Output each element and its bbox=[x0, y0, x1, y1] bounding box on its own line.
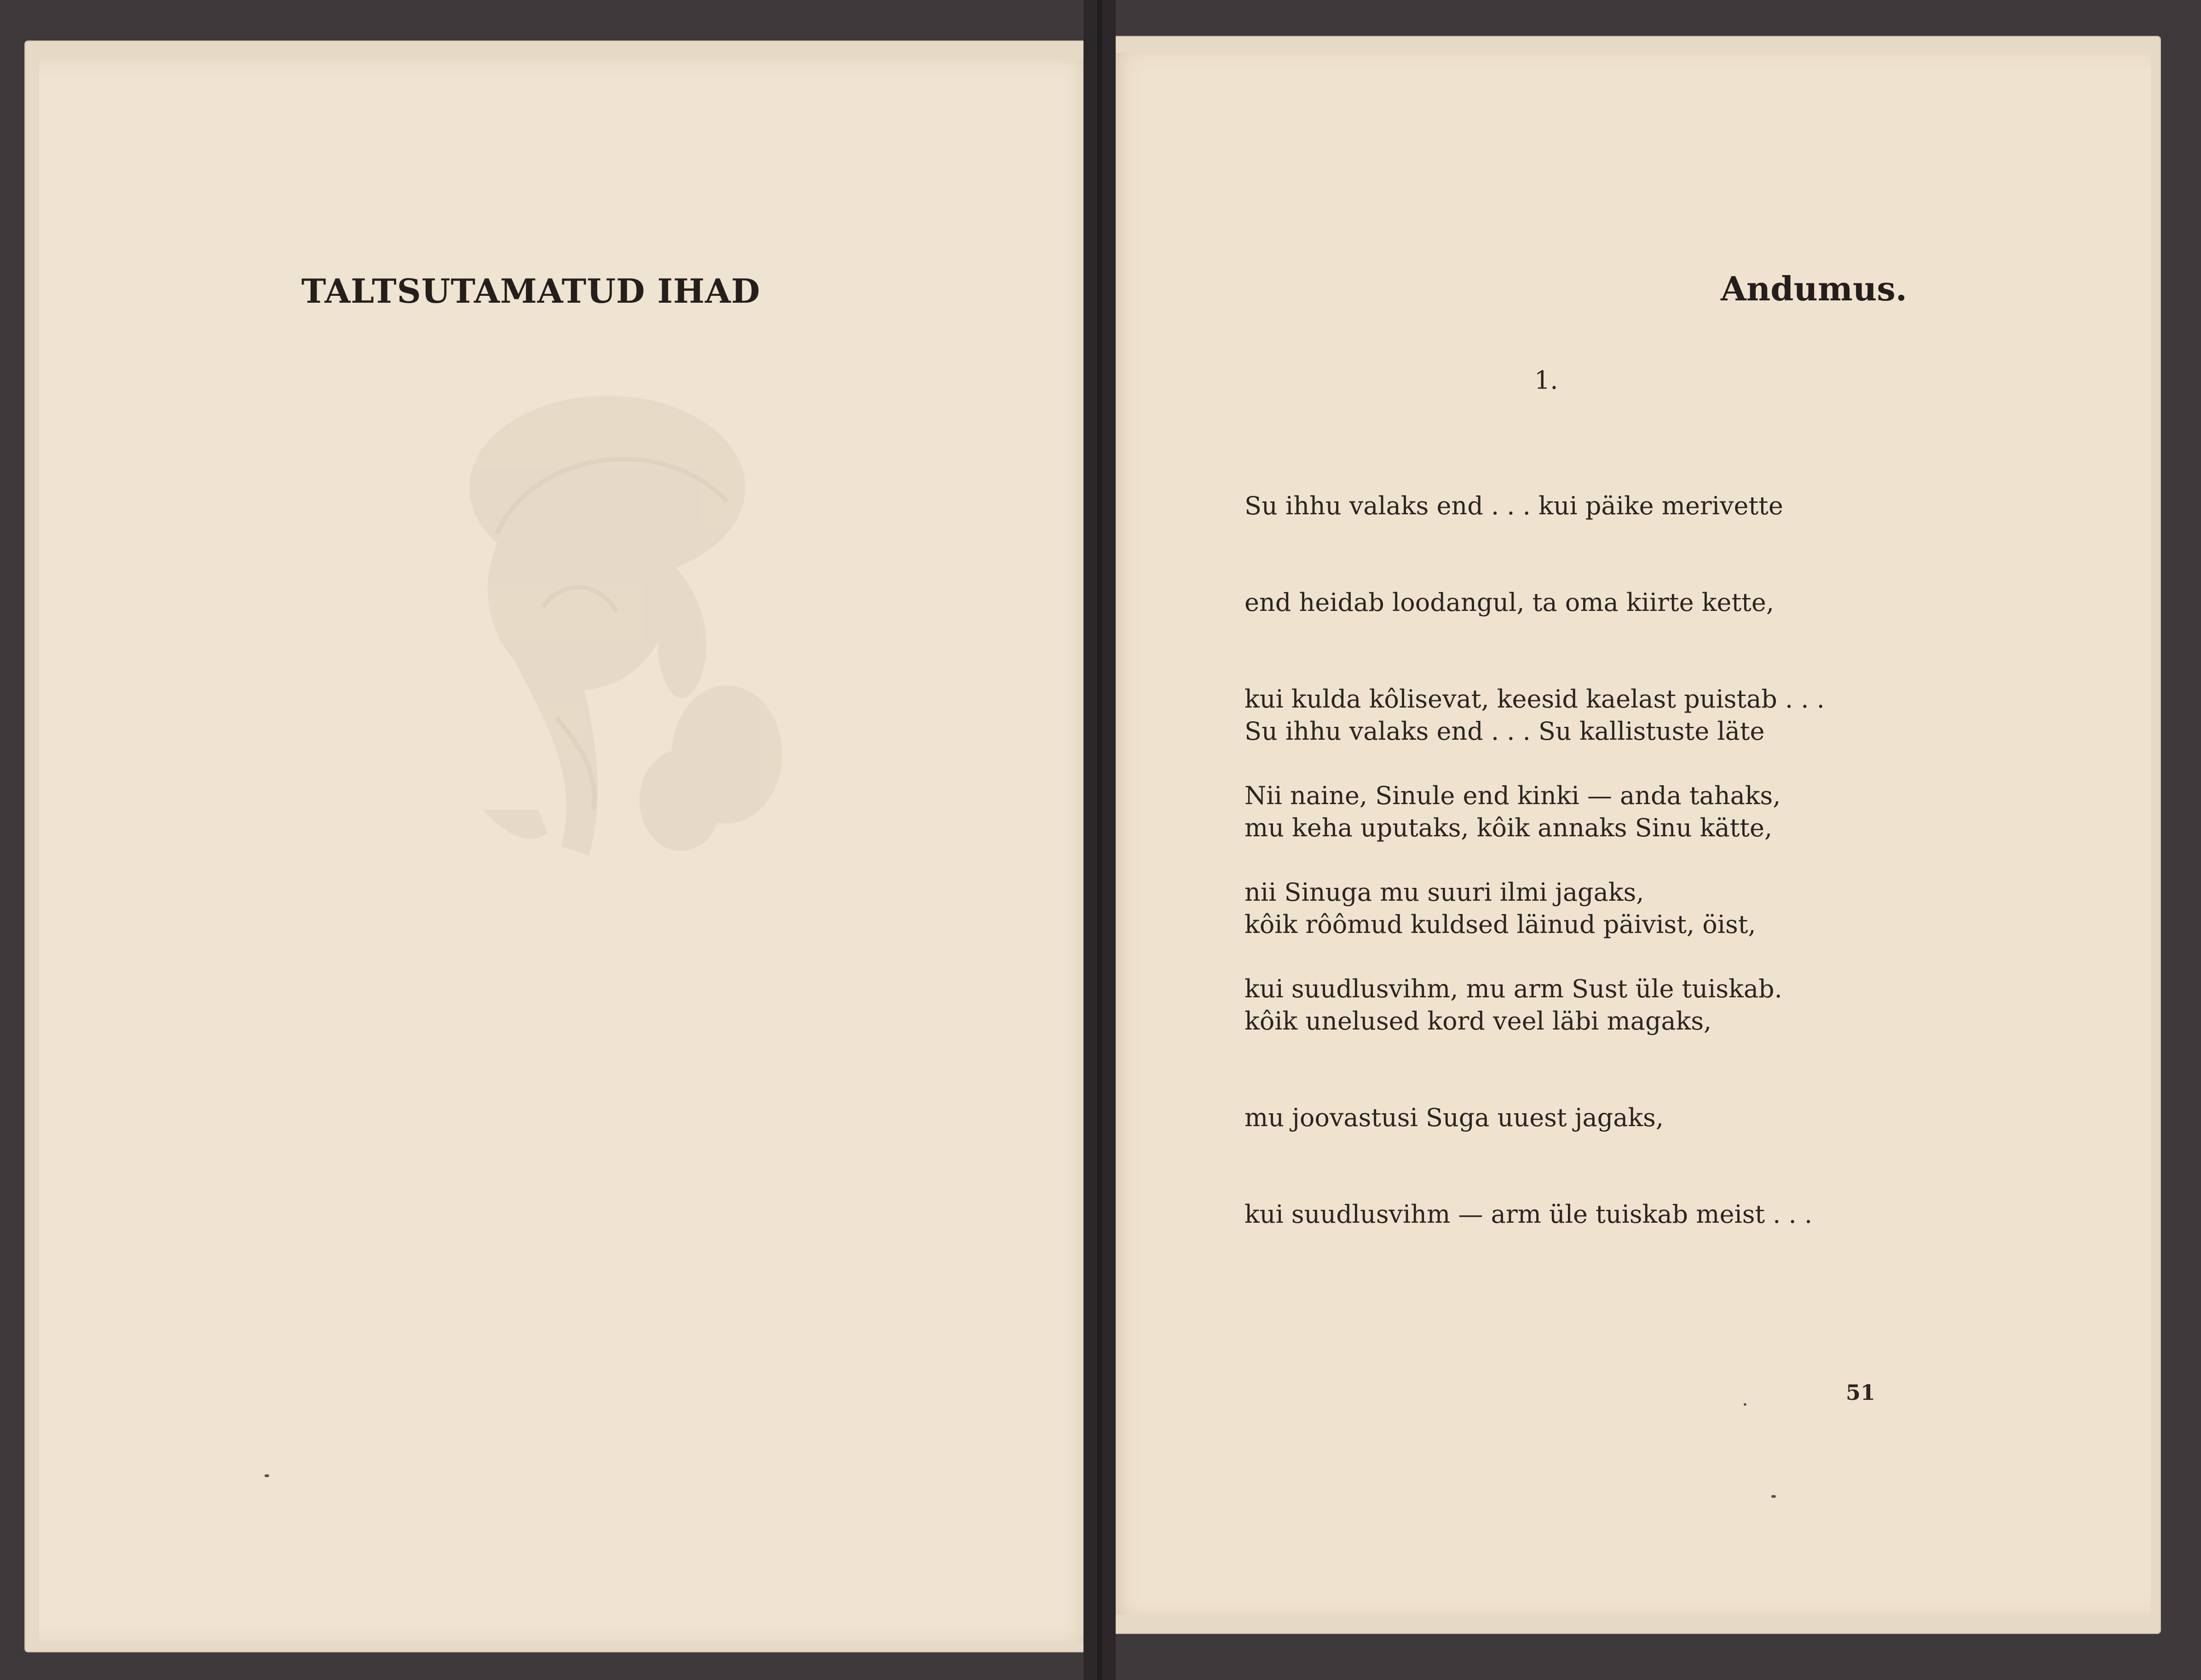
poem-line: kôik unelused kord veel läbi magaks, bbox=[1245, 1007, 1712, 1036]
poem-line: end heidab loodangul, ta oma kiirte kette, bbox=[1245, 588, 1774, 617]
poem-line: Su ihhu valaks end . . . kui päike merivette bbox=[1245, 491, 1783, 520]
poem-title: Andumus. bbox=[1721, 269, 1907, 308]
section-number: 1. bbox=[1534, 366, 1558, 395]
binding-line bbox=[1097, 0, 1102, 1680]
poem-line: Nii naine, Sinule end kinki — anda tahaks, bbox=[1245, 781, 1781, 810]
paper-speck bbox=[1771, 1495, 1776, 1498]
left-page-title: TALTSUTAMATUD IHAD bbox=[301, 271, 761, 311]
paper-speck bbox=[1744, 1403, 1746, 1406]
paper-speck bbox=[265, 1474, 269, 1477]
poem-line: kui suudlusvihm, mu arm Sust üle tuiskab. bbox=[1245, 974, 1782, 1003]
page-number: 51 bbox=[1846, 1380, 1876, 1405]
faded-figure-illustration-icon bbox=[442, 396, 810, 902]
poem-line: nii Sinuga mu suuri ilmi jagaks, bbox=[1245, 878, 1644, 907]
poem-line: kui suudlusvihm — arm üle tuiskab meist . . . bbox=[1245, 1200, 1813, 1229]
poem-line: mu keha uputaks, kôik annaks Sinu kätte, bbox=[1245, 813, 1773, 842]
stanza bbox=[1245, 651, 1812, 1295]
poem-line: kui kulda kôlisevat, keesid kaelast puistab . . . bbox=[1245, 685, 1825, 713]
poem-line: Su ihhu valaks end . . . Su kallistuste läte bbox=[1245, 717, 1765, 746]
poem-line: mu joovastusi Suga uuest jagaks, bbox=[1245, 1103, 1664, 1132]
poem-line: kôik rôômud kuldsed läinud päivist, öist, bbox=[1245, 910, 1756, 939]
